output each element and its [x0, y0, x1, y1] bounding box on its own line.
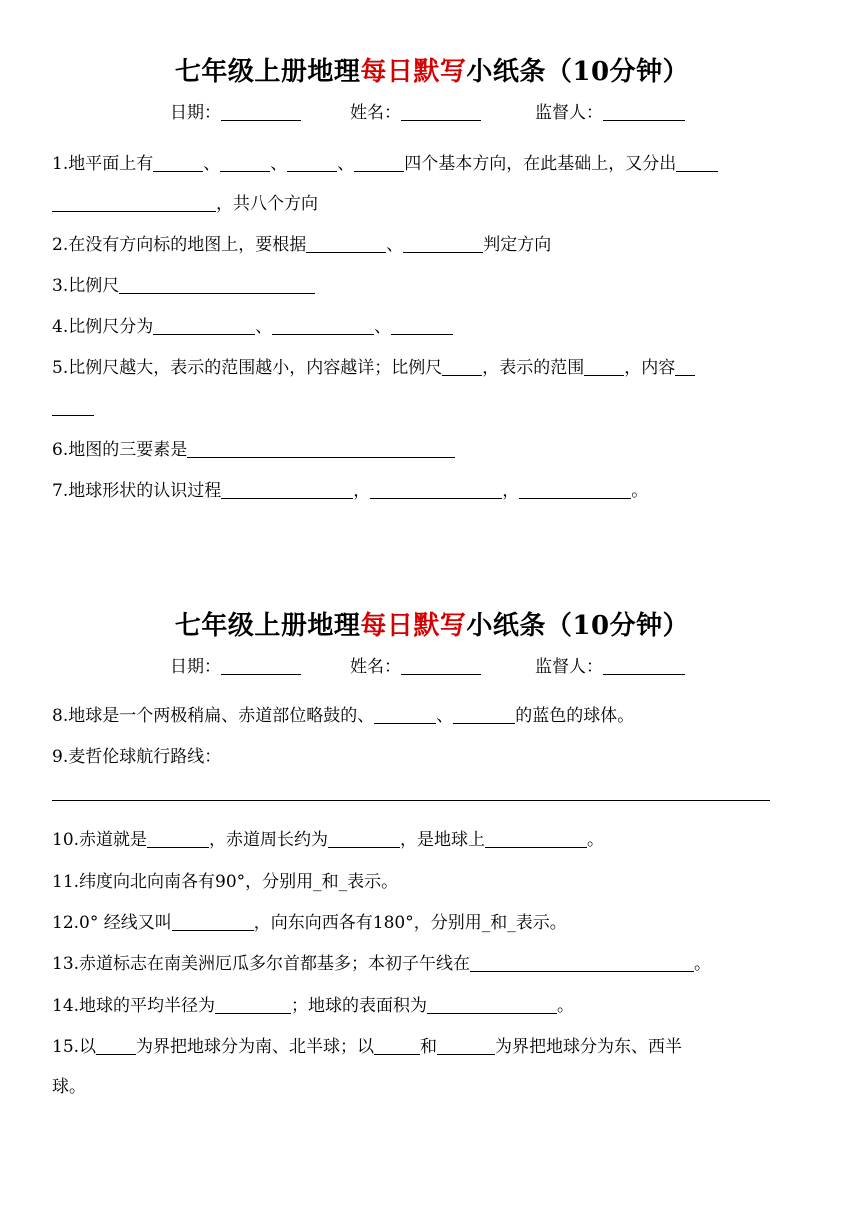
- question-3: [52, 274, 315, 298]
- q8-text-c: 的蓝色的球体。: [515, 706, 635, 726]
- supervisor-label: 监督人：: [535, 103, 603, 123]
- question-13: [52, 952, 711, 976]
- question-11: [52, 870, 398, 894]
- q12-text-a: 12.0° 经线又叫: [52, 913, 172, 933]
- q1-text-d: 、: [337, 154, 355, 174]
- title-highlight: 每日默写: [360, 57, 467, 87]
- q10-blank-2[interactable]: [328, 829, 400, 848]
- question-2: [52, 233, 551, 257]
- q7-text-c: ，: [502, 481, 520, 501]
- q4-text-c: 、: [374, 317, 392, 337]
- supervisor-field[interactable]: [535, 98, 685, 123]
- name-label: 姓名：: [350, 657, 401, 677]
- q5-text-b: ，表示的范围: [482, 358, 585, 378]
- question-12: [52, 911, 567, 935]
- question-8: [52, 704, 634, 728]
- q14-text-b: ；地球的表面积为: [291, 996, 428, 1016]
- q15-text-d: 为界把地球分为东、西半: [495, 1037, 683, 1057]
- q5-text-c: ，内容: [624, 358, 676, 378]
- q5-blank-3[interactable]: [675, 357, 695, 376]
- q15-blank-2[interactable]: [374, 1036, 420, 1055]
- worksheet-1: [0, 52, 864, 128]
- q3-blank-1[interactable]: [119, 275, 315, 294]
- q10-text-b: ，赤道周长约为: [209, 830, 329, 850]
- title-suffix: 小纸条（10分钟）: [466, 57, 690, 87]
- q1-blank-1[interactable]: [153, 153, 203, 172]
- question-6: [52, 438, 455, 462]
- q7-text-d: 。: [631, 481, 649, 501]
- q4-blank-3[interactable]: [391, 316, 453, 335]
- supervisor-blank[interactable]: [603, 102, 685, 121]
- q7-blank-2[interactable]: [370, 480, 502, 499]
- question-7: [52, 479, 648, 503]
- q15-text-c: 和: [420, 1037, 438, 1057]
- q10-blank-3[interactable]: [485, 829, 587, 848]
- question-15-cont: [52, 1075, 86, 1099]
- supervisor-label: 监督人：: [535, 657, 603, 677]
- q2-text-b: 、: [386, 235, 404, 255]
- meta-row: [0, 98, 864, 128]
- q8-blank-1[interactable]: [374, 705, 436, 724]
- q10-text-c: ，是地球上: [400, 830, 486, 850]
- q5-text-a: 5.比例尺越大，表示的范围越小，内容越详；比例尺: [52, 358, 443, 378]
- date-label: 日期：: [170, 103, 221, 123]
- question-1-cont: [52, 192, 318, 216]
- q4-text-a: 4.比例尺分为: [52, 317, 154, 337]
- q15-text-b: 为界把地球分为南、北半球；以: [136, 1037, 375, 1057]
- name-field[interactable]: [350, 98, 481, 123]
- q1-text-a: 1.地平面上有: [52, 154, 154, 174]
- q14-blank-1[interactable]: [215, 995, 291, 1014]
- question-5-cont: [52, 396, 94, 420]
- date-field[interactable]: [170, 652, 301, 677]
- q10-blank-1[interactable]: [147, 829, 209, 848]
- supervisor-blank[interactable]: [603, 656, 685, 675]
- title-prefix: 七年级上册地理: [174, 611, 361, 641]
- q12-text-b: ，向东向西各有180°，分别用_和_表示。: [253, 913, 567, 933]
- q1-text-f: ，共八个方向: [216, 194, 318, 214]
- q14-text-c: 。: [557, 996, 575, 1016]
- q10-text-a: 10.赤道就是: [52, 830, 148, 850]
- supervisor-field[interactable]: [535, 652, 685, 677]
- q6-text-a: 6.地图的三要素是: [52, 440, 188, 460]
- name-field[interactable]: [350, 652, 481, 677]
- worksheet-2: [0, 606, 864, 682]
- question-15: [52, 1035, 682, 1059]
- name-label: 姓名：: [350, 103, 401, 123]
- q12-blank-1[interactable]: [172, 912, 254, 931]
- date-blank[interactable]: [221, 656, 301, 675]
- q3-text-a: 3.比例尺: [52, 276, 120, 296]
- title-suffix: 小纸条（10分钟）: [466, 611, 690, 641]
- question-5: [52, 356, 695, 380]
- date-label: 日期：: [170, 657, 221, 677]
- q15-text-e: 球。: [52, 1077, 86, 1097]
- q7-text-a: 7.地球形状的认识过程: [52, 481, 222, 501]
- q6-blank-1[interactable]: [187, 439, 455, 458]
- q2-text-c: 判定方向: [483, 235, 552, 255]
- q2-blank-2[interactable]: [403, 234, 483, 253]
- q4-text-b: 、: [255, 317, 273, 337]
- worksheet-title: [0, 606, 864, 646]
- title-prefix: 七年级上册地理: [174, 57, 361, 87]
- q2-text-a: 2.在没有方向标的地图上，要根据: [52, 235, 307, 255]
- q8-blank-2[interactable]: [453, 705, 515, 724]
- q5-blank-3-cont[interactable]: [52, 397, 94, 416]
- question-1: [52, 152, 718, 176]
- title-highlight: 每日默写: [360, 611, 467, 641]
- q14-blank-2[interactable]: [427, 995, 557, 1014]
- question-10: [52, 828, 604, 852]
- date-field[interactable]: [170, 98, 301, 123]
- q7-blank-1[interactable]: [221, 480, 353, 499]
- q8-text-a: 8.地球是一个两极稍扁、赤道部位略鼓的、: [52, 706, 375, 726]
- q13-blank-1[interactable]: [470, 953, 694, 972]
- q1-text-e: 四个基本方向，在此基础上，又分出: [404, 154, 677, 174]
- q1-blank-3[interactable]: [287, 153, 337, 172]
- q1-blank-2[interactable]: [220, 153, 270, 172]
- name-blank[interactable]: [401, 656, 481, 675]
- q9-text-a: 9.麦哲伦球航行路线：: [52, 747, 222, 767]
- q13-text-b: 。: [694, 954, 712, 974]
- worksheet-title: [0, 52, 864, 92]
- q15-blank-3[interactable]: [437, 1036, 495, 1055]
- question-9: [52, 745, 221, 769]
- q14-text-a: 14.地球的平均半径为: [52, 996, 216, 1016]
- q15-blank-1[interactable]: [96, 1036, 136, 1055]
- q7-text-b: ，: [353, 481, 371, 501]
- question-4: [52, 315, 453, 339]
- name-blank[interactable]: [401, 102, 481, 121]
- q4-blank-1[interactable]: [153, 316, 255, 335]
- meta-row: [0, 652, 864, 682]
- q5-blank-1[interactable]: [442, 357, 482, 376]
- q1-blank-5[interactable]: [676, 153, 718, 172]
- q1-text-c: 、: [270, 154, 288, 174]
- q8-text-b: 、: [436, 706, 454, 726]
- q2-blank-1[interactable]: [306, 234, 386, 253]
- q4-blank-2[interactable]: [272, 316, 374, 335]
- q13-text-a: 13.赤道标志在南美洲厄瓜多尔首都基多；本初子午线在: [52, 954, 471, 974]
- q1-blank-4[interactable]: [354, 153, 404, 172]
- q9-answer-line[interactable]: [52, 800, 770, 801]
- date-blank[interactable]: [221, 102, 301, 121]
- q7-blank-3[interactable]: [519, 480, 631, 499]
- question-14: [52, 994, 574, 1018]
- q5-blank-2[interactable]: [584, 357, 624, 376]
- q1-blank-6[interactable]: [52, 193, 216, 212]
- q10-text-d: 。: [587, 830, 605, 850]
- q15-text-a: 15.以: [52, 1037, 97, 1057]
- q1-text-b: 、: [203, 154, 221, 174]
- q11-text-a: 11.纬度向北向南各有90°，分别用_和_表示。: [52, 872, 399, 892]
